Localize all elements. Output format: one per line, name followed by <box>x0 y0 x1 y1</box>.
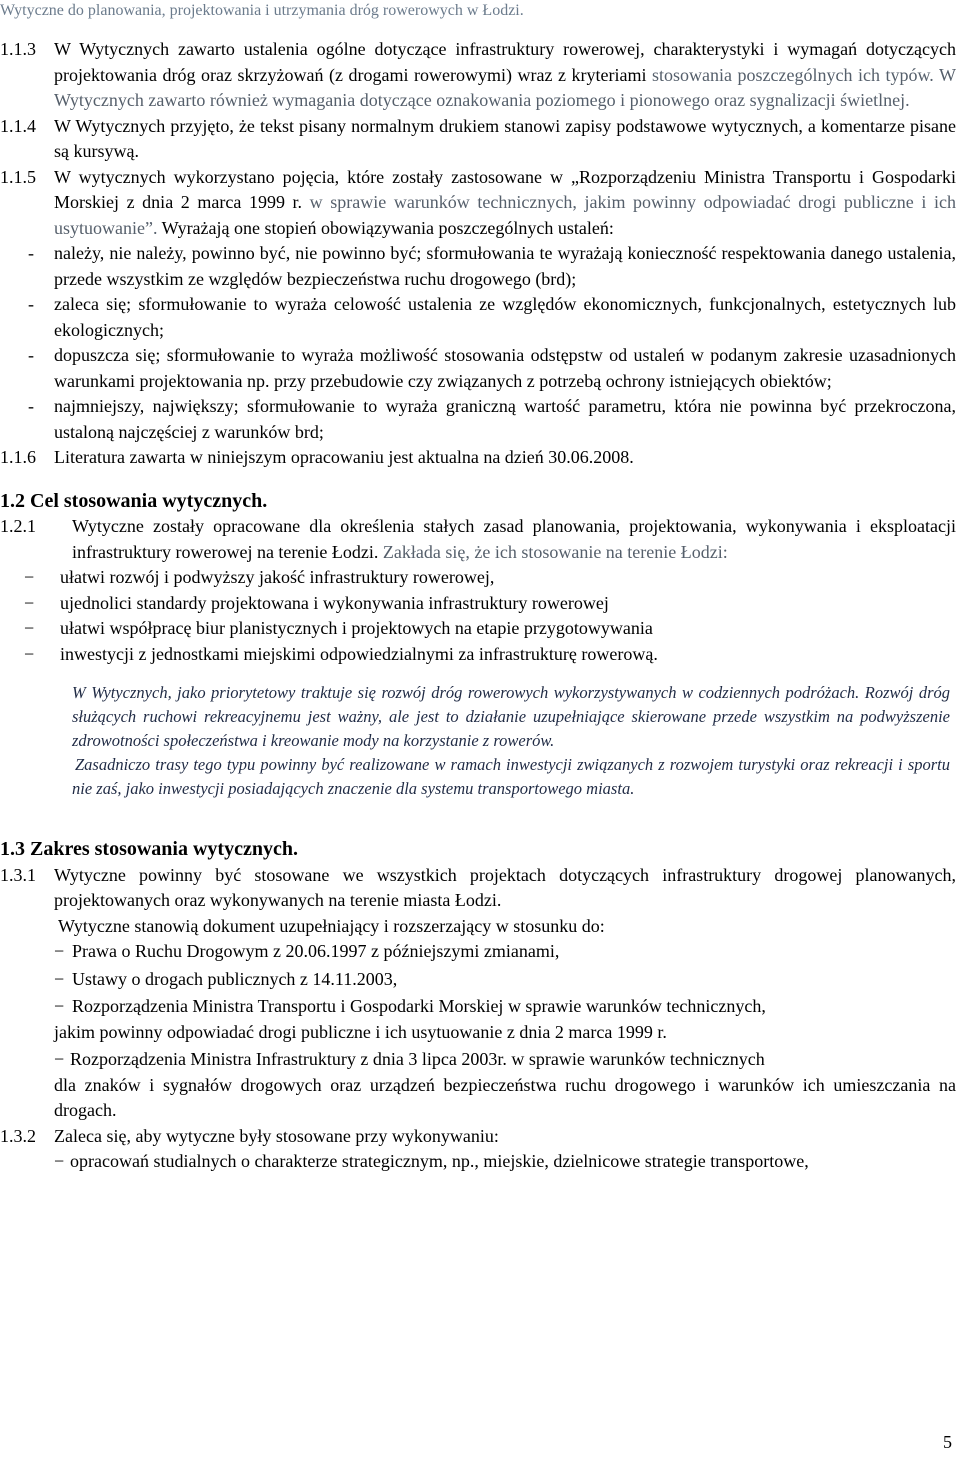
paragraph-number: 1.3.2 <box>0 1125 36 1146</box>
paragraph-number: 1.3.1 <box>0 864 36 885</box>
related-acts-list <box>0 939 956 1124</box>
list-item: - najmniejszy, największy; sformułowanie to wyraża graniczną wartość parametru, która nie powinna być przekroczona, ustaloną najczęściej z warunków brd; <box>28 396 956 442</box>
list-item: − ułatwi współpracę biur planistycznych i projektowych na etapie przygotowywania <box>24 618 653 638</box>
list-item: - należy, nie należy, powinno być, nie powinno być; sformułowania te wyrażają konieczność respektowania danego ustalenia, przede wszystkim ze względów bezpieczeństwa ruchu drogowego (brd); <box>28 243 956 289</box>
paragraph-number: 1.1.4 <box>0 115 36 136</box>
paragraph-text: Wytyczne powinny być stosowane we wszystkich projektach dotyczących infrastruktury drogowej planowanych, projektowanych oraz wykonywanych na terenie miasta Łodzi. <box>54 864 956 910</box>
list-item: − Ustawy o drogach publicznych z 14.11.2003, <box>54 968 398 989</box>
section-heading-1-3: 1.3 Zakres stosowania wytycznych. <box>0 838 298 860</box>
paragraph-text: Wytyczne zostały opracowane dla określenia stałych zasad planowania, projektowania, wykonywania i eksploatacji infrastruktury rowerowej na terenie Łodzi. <box>72 516 956 562</box>
comment-text: W Wytycznych, jako priorytetowy traktuje się rozwój dróg rowerowych wykorzystywanych w codziennych podróżach. <box>72 683 860 702</box>
page-number: 5 <box>943 1432 952 1452</box>
paragraph-1-3-2 <box>0 1124 956 1150</box>
paragraph-1-3-1 <box>0 863 956 940</box>
paragraph-text: W Wytycznych zawarto również wymagania dotyczące oznakowania poziomego i pionowego oraz sygnalizacji świetlnej. <box>54 64 956 110</box>
list-item: − Rozporządzenia Ministra Infrastruktury z dnia 3 lipca 2003r. w sprawie warunków technicznych dla znaków i sygnałów drogowych oraz urządzeń bezpieczeństwa ruchu drogowego i warunków ich umieszczania na drogach. <box>54 1049 956 1120</box>
section-heading-1-2: 1.2 Cel stosowania wytycznych. <box>0 489 268 512</box>
paragraph-text: Wytyczne stanowią dokument uzupełniający i rozszerzający w stosunku do: <box>58 915 605 936</box>
paragraph-number: 1.2.1 <box>0 516 36 536</box>
comment-text: Zasadniczo trasy tego typu powinny być realizowane w ramach inwestycji związanych z rozwojem turystyki oraz rekreacji i sportu nie zaś, jako inwestycji posiadających znaczenie dla systemu transportowego miasta. <box>72 755 950 798</box>
paragraph-1-1-4 <box>0 114 956 165</box>
paragraph-1-1-6 <box>0 445 956 471</box>
paragraph-text: W Wytycznych zawarto ustalenia ogólne dotyczące infrastruktury rowerowej, charakterystyki i wymagań dotyczących projektowania dróg oraz skrzyżowań (z drogami rowerowymi) wraz z kryteriami <box>54 39 956 85</box>
list-item: − opracowań studialnych o charakterze strategicznym, np., miejskie, dzielnicowe strategie transportowe, <box>54 1151 809 1171</box>
list-item: - dopuszcza się; sformułowanie to wyraża możliwość stosowania odstępstw od ustaleń w podanym zakresie uzasadnionych warunkami projektowania np. przy przebudowie czy związanych z potrzebą ochrony istniejących obiektów; <box>28 345 956 391</box>
paragraph-text: Literatura zawarta w niniejszym opracowaniu jest aktualna na dzień 30.06.2008. <box>54 447 634 467</box>
paragraph-text: Wyrażają one stopień obowiązywania poszczególnych ustaleń: <box>157 217 614 238</box>
obligation-list <box>0 241 956 445</box>
list-item: − ułatwi rozwój i podwyższy jakość infrastruktury rowerowej, <box>24 567 495 587</box>
paragraph-text: Zaleca się, aby wytyczne były stosowane przy wykonywaniu: <box>54 1125 499 1146</box>
comment-text: Rozwój dróg służących ruchowi rekreacyjnemu jest ważny, ale jest to działanie uzupełniające skierowane przede wszystkim na podwyższenie zdrowotności społeczeństwa i kreowanie mody na korzystanie z rowerów. <box>72 683 950 750</box>
paragraph-text: Zakłada się, że ich stosowanie na terenie Łodzi: <box>378 541 728 562</box>
paragraph-number: 1.1.6 <box>0 447 36 467</box>
studies-list <box>0 1149 956 1175</box>
paragraph-text: w sprawie warunków technicznych, jakim powinny odpowiadać drogi publiczne i ich usytuowanie”. <box>54 192 956 238</box>
list-item: − Prawa o Ruchu Drogowym z 20.06.1997 z późniejszymi zmianami, <box>54 941 560 961</box>
paragraph-1-1-5 <box>0 165 956 242</box>
paragraph-1-1-3 <box>0 37 956 114</box>
list-item: − Rozporządzenia Ministra Transportu i Gospodarki Morskiej w sprawie warunków technicznych, jakim powinny odpowiadać drogi publiczne i ich usytuowanie z dnia 2 marca 1999 r. <box>54 996 766 1042</box>
running-header: Wytyczne do planowania, projektowania i utrzymania dróg rowerowych w Łodzi. <box>0 2 524 19</box>
comment-block <box>0 681 956 801</box>
page-content <box>0 37 956 1175</box>
paragraph-1-2-1 <box>0 514 956 565</box>
paragraph-text: W Wytycznych przyjęto, że tekst pisany normalnym drukiem stanowi zapisy podstawowe wytycznych, a komentarze pisane są kursywą. <box>54 115 956 161</box>
paragraph-number: 1.1.3 <box>0 39 36 59</box>
list-item: − ujednolici standardy projektowana i wykonywania infrastruktury rowerowej <box>24 592 609 613</box>
paragraph-text: W wytycznych wykorzystano pojęcia, które zostały zastosowane w „Rozporządzeniu Ministra Transportu i Gospodarki Morskiej z dnia 2 marca 1999 r. <box>54 166 956 212</box>
goals-list <box>0 565 956 667</box>
list-item: − inwestycji z jednostkami miejskimi odpowiedzialnymi za infrastrukturę rowerową. <box>24 643 658 664</box>
paragraph-number: 1.1.5 <box>0 166 36 187</box>
paragraph-text: stosowania poszczególnych ich typów. <box>651 64 934 85</box>
list-item: - zaleca się; sformułowanie to wyraża celowość ustalenia ze względów ekonomicznych, funkcjonalnych, estetycznych lub ekologicznych; <box>28 294 956 340</box>
